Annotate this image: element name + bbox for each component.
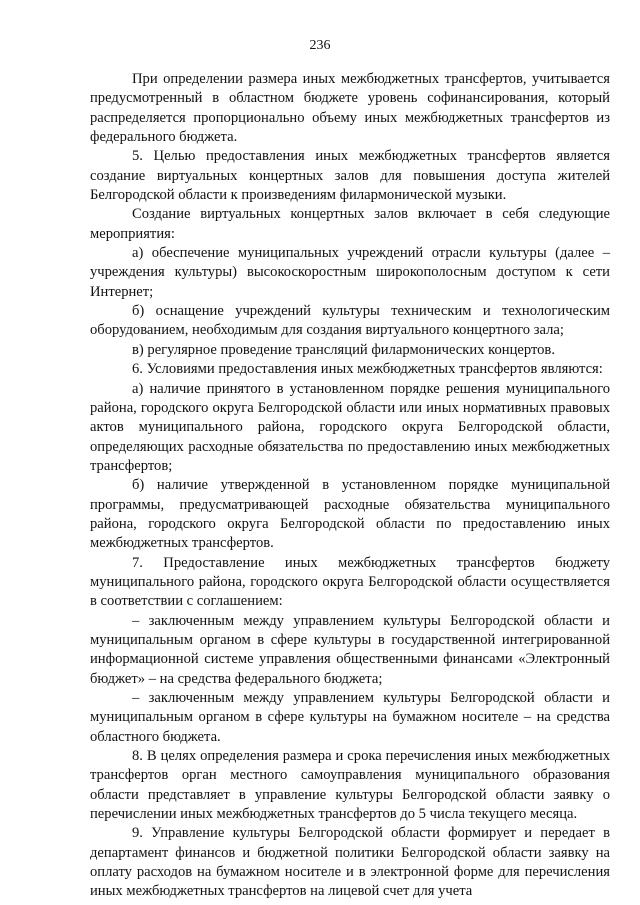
paragraph: Создание виртуальных концертных залов включает в себя следующие мероприятия:	[90, 206, 610, 242]
list-item: – заключенным между управлением культуры Белгородской области и муниципальным органом в сфере культуры на бумажном носителе – на средства областного бюджета.	[90, 690, 610, 745]
list-item: в) регулярное проведение трансляций филармонических концертов.	[132, 341, 555, 358]
paragraph: 9. Управление культуры Белгородской области формирует и передает в департамент финансов и бюджетной политики Белгородской области заявку на оплату расходов на бумажном носителе и в электронной форме для перечисления иных межбюджетных трансфертов на лицевой счет для учета	[90, 825, 610, 900]
list-item: а) обеспечение муниципальных учреждений отрасли культуры (далее – учреждения культуры) высокоскоростным широкополосным доступом к сети Интернет;	[90, 245, 610, 300]
paragraph: 6. Условиями предоставления иных межбюджетных трансфертов являются:	[132, 361, 603, 378]
paragraph: 7. Предоставление иных межбюджетных трансфертов бюджету муниципального района, городского округа Белгородской области осуществляется в соответствии с соглашением:	[90, 554, 610, 610]
list-item: б) оснащение учреждений культуры техническим и технологическим оборудованием, необходимым для создания виртуального концертного зала;	[90, 303, 610, 339]
list-item: а) наличие принятого в установленном порядке решения муниципального района, городского округа Белгородской области или иных нормативных правовых актов муниципального района, городского округа Белгородской области, определяющих расходные обязательства по предоставлению иных межбюджетных трансфертов;	[90, 380, 610, 474]
document-body	[90, 70, 610, 902]
list-item: – заключенным между управлением культуры Белгородской области и муниципальным органом в сфере культуры в государственной интегрированной информационной системе управления общественными финансами «Электронный бюджет» – на средства федерального бюджета;	[90, 612, 610, 687]
list-item: б) наличие утвержденной в установленном порядке муниципальной программы, предусматривающей расходные обязательства муниципального района, городского округа Белгородской области по предоставлению иных межбюджетных трансфертов.	[90, 477, 610, 552]
paragraph: 8. В целях определения размера и срока перечисления иных межбюджетных трансфертов орган местного самоуправления муниципального образования области представляет в управление культуры Белгородской области заявку о перечислении иных межбюджетных трансфертов до 5 числа текущего месяца.	[90, 748, 610, 823]
page-number: 236	[309, 38, 331, 53]
paragraph: 5. Целью предоставления иных межбюджетных трансфертов является создание виртуальных концертных залов для повышения доступа жителей Белгородской области к произведениям филармонической музыки.	[90, 148, 610, 204]
paragraph: При определении размера иных межбюджетных трансфертов, учитывается предусмотренный в областном бюджете уровень софинансирования, который распределяется пропорционально объему иных межбюджетных трансфертов из федерального бюджета.	[90, 71, 610, 146]
